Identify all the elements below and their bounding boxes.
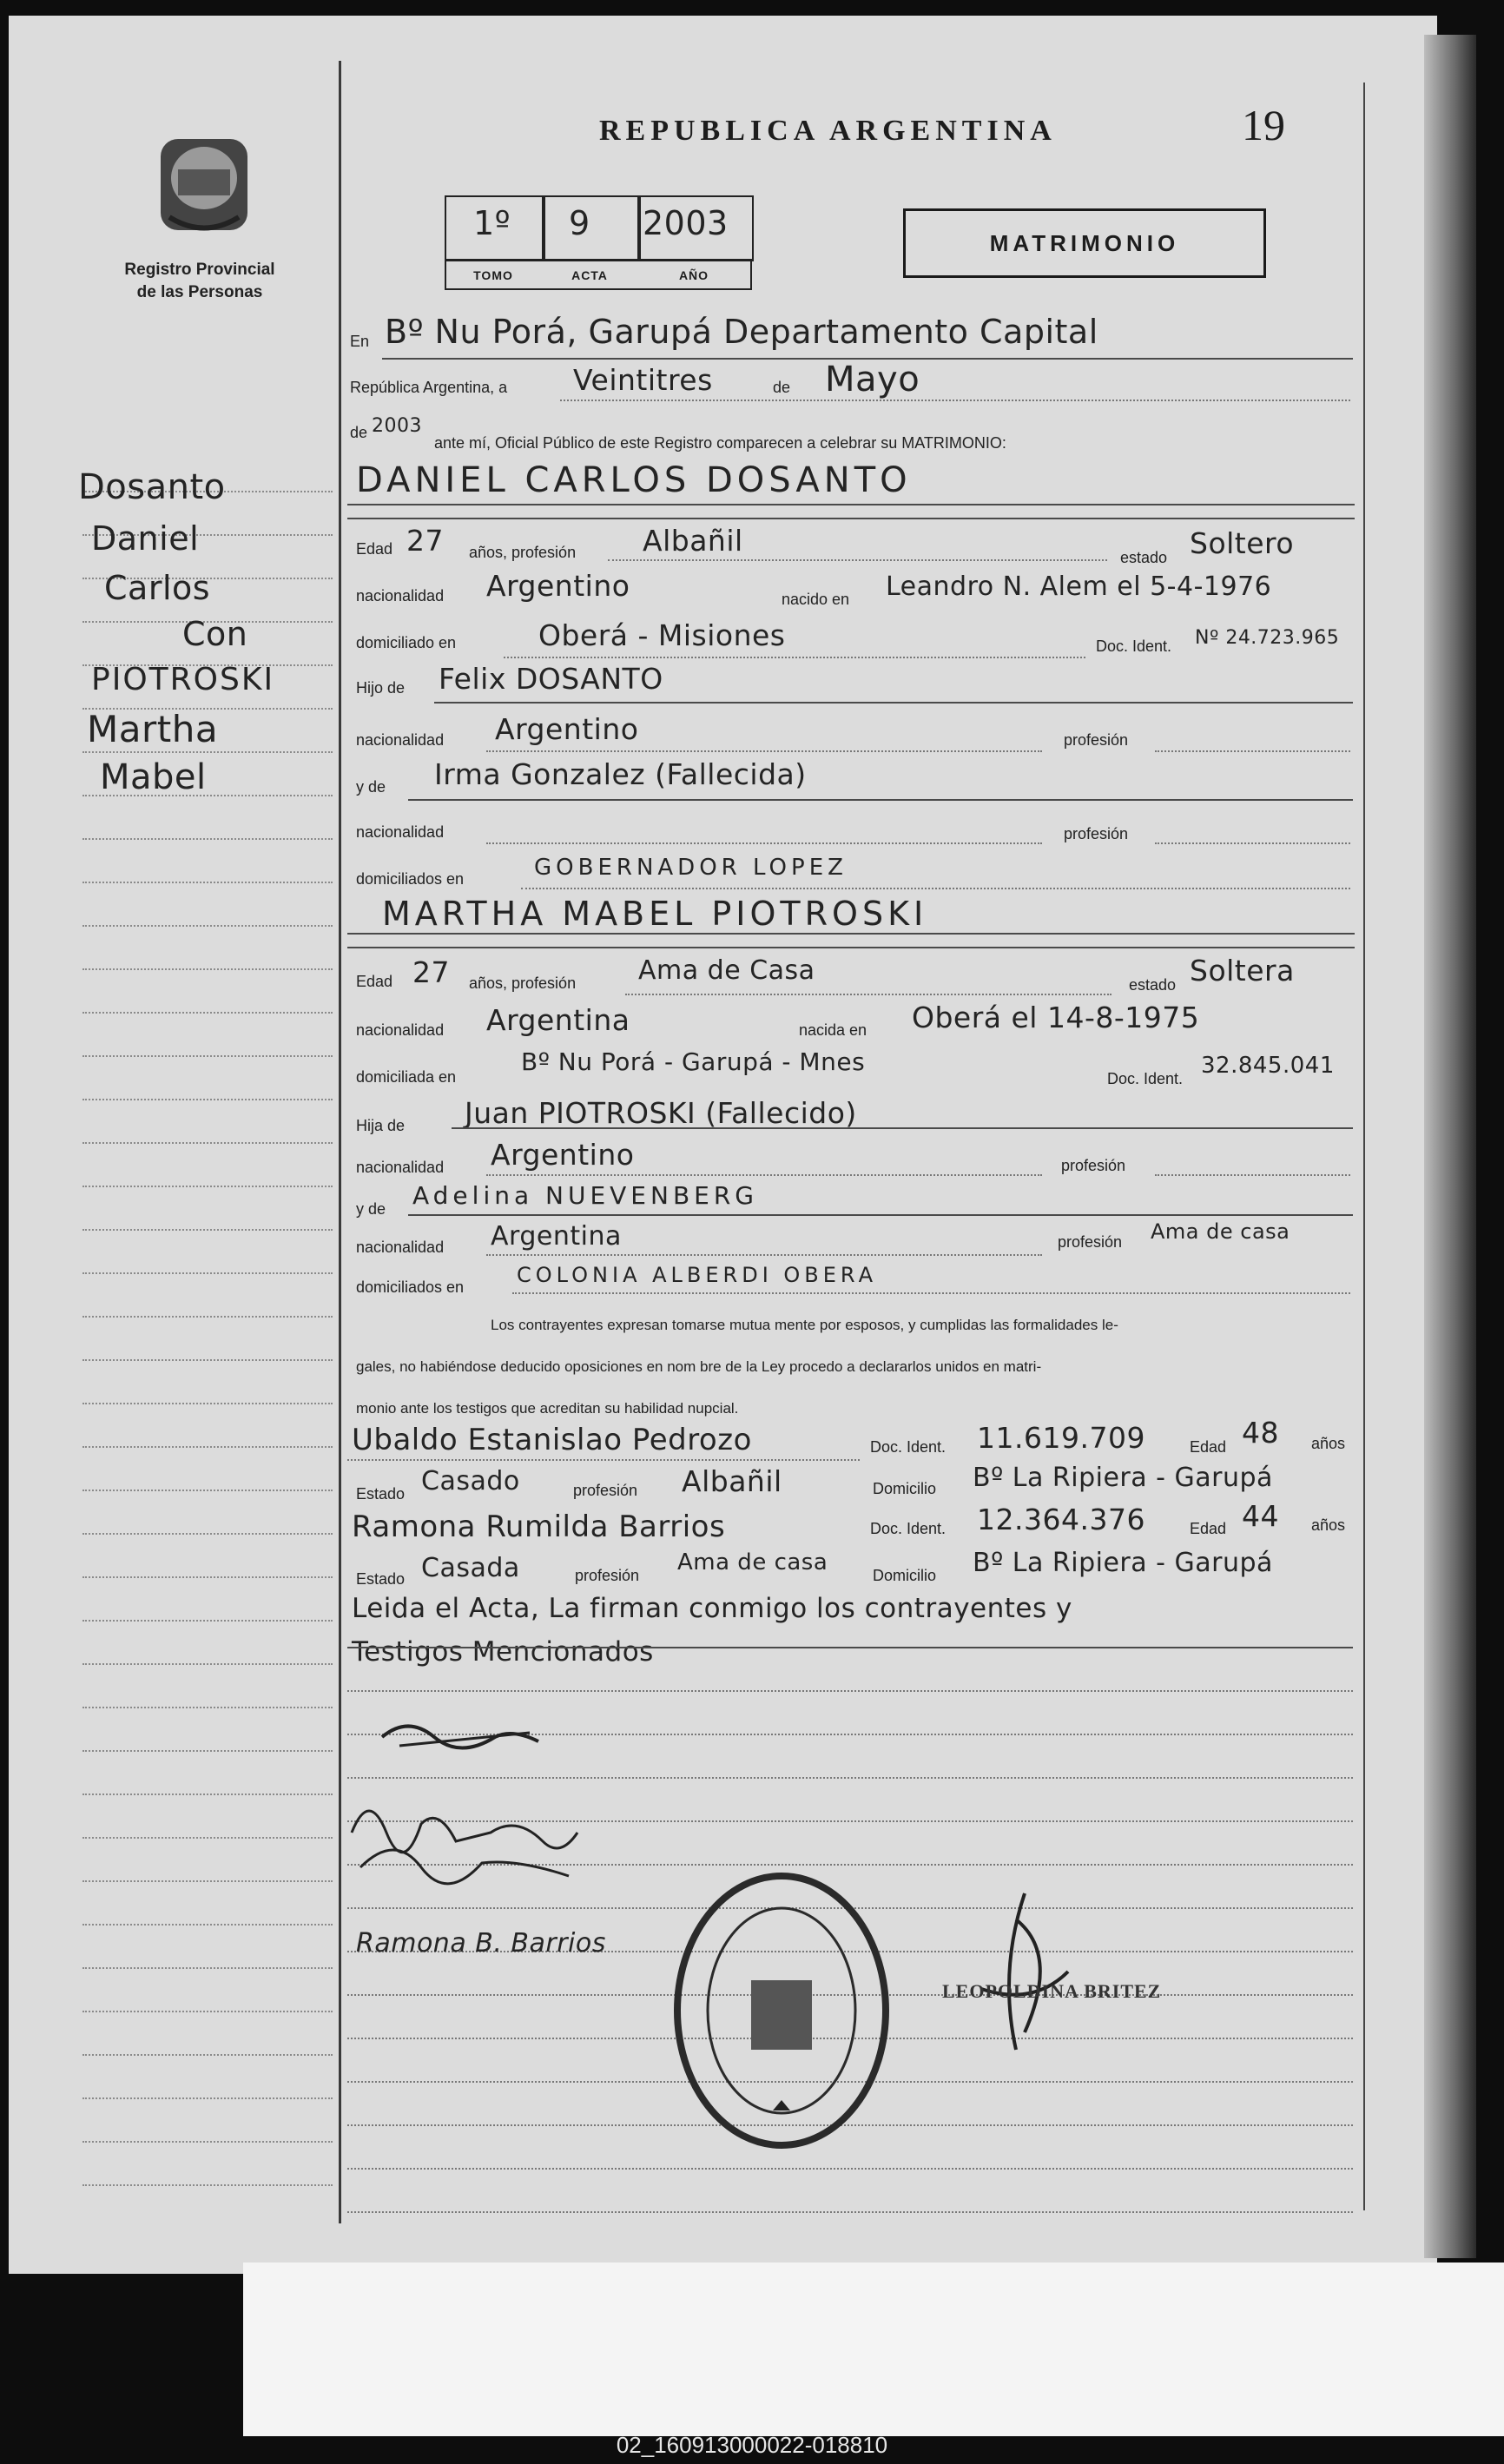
closing-line-2: Testigos Mencionados <box>352 1636 654 1668</box>
bride-mother-prof-label: profesión <box>1058 1233 1123 1251</box>
bride-mother: Adelina NUEVENBERG <box>412 1181 758 1210</box>
anio-value: 2003 <box>643 204 729 242</box>
margin-note-1: Dosanto <box>78 467 226 507</box>
groom-age: 27 <box>406 524 444 558</box>
bride-hija-label: Hija de <box>356 1117 406 1134</box>
margin-rule-line <box>82 1055 333 1057</box>
rule <box>347 504 1355 505</box>
witness2-anos-label: años <box>1311 1516 1346 1534</box>
margin-rule-line <box>82 925 333 927</box>
rule <box>486 1254 1042 1256</box>
bride-domicilios-label: domiciliados en <box>356 1278 465 1296</box>
underlying-page <box>243 2263 1504 2436</box>
groom-hijo-label: Hijo de <box>356 679 406 697</box>
de2-label: de <box>350 424 368 441</box>
groom-nacido-label: nacido en <box>782 591 850 608</box>
margin-rule-line <box>82 1620 333 1622</box>
witness2-signature: Ramona B. Barrios <box>356 1928 606 1959</box>
margin-rule <box>339 61 341 2223</box>
margin-rule-line <box>82 968 333 970</box>
bride-age: 27 <box>412 955 450 989</box>
witness2-profession: Ama de casa <box>677 1549 828 1576</box>
witness1-name: Ubaldo Estanislao Pedrozo <box>352 1423 752 1457</box>
witness1-anos-label: años <box>1311 1435 1346 1452</box>
closing-line-1: Leida el Acta, La firman conmigo los contrayentes y <box>352 1593 1072 1624</box>
witness2-doc: 12.364.376 <box>977 1503 1145 1536</box>
margin-rule-line <box>82 751 333 753</box>
groom-parents-address: GOBERNADOR LOPEZ <box>534 855 848 881</box>
day-value: Veintitres <box>573 363 713 397</box>
officer-name: LEOPOLDINA BRITEZ <box>942 1980 1162 2002</box>
margin-rule-line <box>82 1403 333 1404</box>
rule <box>504 657 1085 658</box>
rule <box>347 518 1355 519</box>
rule <box>1155 750 1350 752</box>
groom-domiciliado-label: domiciliado en <box>356 634 457 651</box>
bride-father-nat: Argentino <box>491 1138 635 1172</box>
rule <box>486 842 1042 844</box>
witness2-age: 44 <box>1242 1499 1279 1533</box>
margin-note-4: Con <box>182 615 248 653</box>
margin-rule-line <box>82 838 333 840</box>
bride-nacida-label: nacida en <box>799 1021 867 1039</box>
margin-rule-line <box>82 1142 333 1144</box>
org-name-line1: Registro Provincial <box>124 261 275 279</box>
witness1-doc: 11.619.709 <box>977 1421 1145 1455</box>
margin-rule-line <box>82 1837 333 1839</box>
bride-mother-nat-label: nacionalidad <box>356 1239 445 1256</box>
bride-mother-nat: Argentina <box>491 1221 622 1252</box>
witness1-doc-label: Doc. Ident. <box>870 1438 947 1456</box>
rule <box>560 400 1350 401</box>
margin-rule-line <box>82 2141 333 2143</box>
witness2-name: Ramona Rumilda Barrios <box>352 1509 726 1544</box>
bride-yde-label: y de <box>356 1200 386 1218</box>
bride-domiciliada-label: domiciliada en <box>356 1068 457 1086</box>
rule <box>452 1127 1353 1129</box>
margin-rule-line <box>82 1490 333 1491</box>
bride-name: MARTHA MABEL PIOTROSKI <box>382 895 928 933</box>
org-name-line2: de las Personas <box>136 283 263 301</box>
groom-profession: Albañil <box>643 524 743 558</box>
doc-type-box: MATRIMONIO <box>903 208 1266 278</box>
rule <box>1155 842 1350 844</box>
groom-father: Felix DOSANTO <box>439 662 663 696</box>
bride-edad-label: Edad <box>356 973 393 990</box>
body-rule-line <box>347 1690 1353 1692</box>
rule <box>521 888 1350 889</box>
margin-note-2: Daniel <box>91 519 200 558</box>
declaration-line-3: monio ante los testigos que acreditan su habilidad nupcial. <box>356 1400 739 1417</box>
groom-mother-prof-label: profesión <box>1064 825 1129 842</box>
margin-rule-line <box>82 1576 333 1578</box>
groom-father-prof-label: profesión <box>1064 731 1129 749</box>
margin-rule-line <box>82 2054 333 2056</box>
margin-rule-line <box>82 1663 333 1665</box>
groom-mother: Irma Gonzalez (Fallecida) <box>434 757 807 791</box>
margin-note-5: PIOTROSKI <box>91 662 275 697</box>
bride-mother-prof: Ama de casa <box>1151 1219 1290 1244</box>
groom-estado-label: estado <box>1120 549 1168 566</box>
page-number: 19 <box>1242 101 1285 149</box>
country-title: REPUBLICA ARGENTINA <box>599 115 1057 147</box>
year-value: 2003 <box>372 415 422 437</box>
margin-rule-line <box>82 1316 333 1318</box>
rule <box>434 702 1353 704</box>
bride-and-witness-signature <box>343 1780 586 1893</box>
margin-rule-line <box>82 1186 333 1187</box>
declaration-line-2: gales, no habiéndose deducido oposiciones en nom bre de la Ley procedo a declararlos unidos en matri- <box>356 1358 1042 1375</box>
bride-nationality: Argentina <box>486 1003 630 1037</box>
margin-rule-line <box>82 2184 333 2186</box>
groom-profesion-label: años, profesión <box>469 544 577 561</box>
rule <box>1155 1174 1350 1176</box>
tomo-value: 1º <box>473 204 511 242</box>
en-label: En <box>350 333 370 350</box>
rule <box>625 994 1112 995</box>
groom-name: DANIEL CARLOS DOSANTO <box>356 460 912 500</box>
rule <box>408 1214 1353 1216</box>
place-value: Bº Nu Porá, Garupá Departamento Capital <box>385 313 1098 351</box>
rule <box>512 1292 1350 1294</box>
groom-father-nat: Argentino <box>495 712 639 746</box>
month-value: Mayo <box>825 360 920 400</box>
bride-profession: Ama de Casa <box>638 955 815 986</box>
witness2-estado: Casada <box>421 1553 520 1583</box>
groom-signature <box>373 1711 547 1763</box>
margin-rule-line <box>82 1924 333 1926</box>
rule <box>347 1459 860 1461</box>
witness2-domicilio-label: Domicilio <box>873 1567 937 1584</box>
rule <box>347 947 1355 948</box>
intro-statement: ante mí, Oficial Público de este Registro comparecen a celebrar su MATRIMONIO: <box>434 434 1006 452</box>
witness1-profession: Albañil <box>682 1464 782 1498</box>
bride-parents-address: COLONIA ALBERDI OBERA <box>517 1263 878 1287</box>
margin-rule-line <box>82 1272 333 1274</box>
margin-rule-line <box>82 1707 333 1708</box>
groom-edad-label: Edad <box>356 540 393 558</box>
margin-rule-line <box>82 1967 333 1969</box>
margin-rule-line <box>82 2097 333 2099</box>
witness1-edad-label: Edad <box>1190 1438 1227 1456</box>
margin-note-6: Martha <box>87 708 219 750</box>
margin-note-7: Mabel <box>100 757 207 797</box>
rule <box>486 1174 1042 1176</box>
bride-estado: Soltera <box>1190 954 1295 988</box>
bride-address: Bº Nu Porá - Garupá - Mnes <box>521 1047 866 1076</box>
witness1-age: 48 <box>1242 1416 1279 1450</box>
groom-doc: Nº 24.723.965 <box>1195 627 1340 649</box>
rule <box>486 750 1042 752</box>
groom-estado: Soltero <box>1190 526 1295 560</box>
officer-signature <box>964 1885 1077 2058</box>
groom-mother-nat-label: nacionalidad <box>356 823 445 841</box>
groom-father-nat-label: nacionalidad <box>356 731 445 749</box>
margin-rule-line <box>82 1012 333 1014</box>
de-label: de <box>773 379 791 396</box>
declaration-line-1: Los contrayentes expresan tomarse mutua mente por esposos, y cumplidas las formalidades le- <box>491 1317 1118 1333</box>
groom-nacionalidad-label: nacionalidad <box>356 587 445 604</box>
registry-seal-icon <box>152 130 256 243</box>
body-rule-line <box>347 1777 1353 1779</box>
official-stamp-icon <box>669 1867 894 2154</box>
image-caption: 02_160913000022-018810 <box>616 2432 888 2458</box>
body-rule-line <box>347 2211 1353 2213</box>
groom-yde-label: y de <box>356 778 386 796</box>
page-edge-shadow <box>1424 35 1476 2258</box>
margin-rule-line <box>82 1099 333 1100</box>
groom-nationality: Argentino <box>486 569 630 603</box>
witness2-domicilio: Bº La Ripiera - Garupá <box>973 1548 1273 1578</box>
rule <box>608 559 1107 561</box>
republica-label: República Argentina, a <box>350 379 508 396</box>
acta-label: ACTA <box>571 268 608 282</box>
groom-domicilios-label: domiciliados en <box>356 870 465 888</box>
margin-rule-line <box>82 2011 333 2012</box>
box-caption-frame <box>445 259 752 290</box>
bride-father-prof-label: profesión <box>1061 1157 1126 1174</box>
bride-doc: 32.845.041 <box>1201 1053 1335 1079</box>
margin-rule-line <box>82 1229 333 1231</box>
bride-father-nat-label: nacionalidad <box>356 1159 445 1176</box>
bride-father: Juan PIOTROSKI (Fallecido) <box>465 1096 857 1130</box>
rule <box>408 799 1353 801</box>
witness1-estado-label: Estado <box>356 1485 406 1503</box>
groom-address: Oberá - Misiones <box>538 618 786 652</box>
acta-box <box>542 195 641 261</box>
bride-estado-label: estado <box>1129 976 1177 994</box>
bride-doc-label: Doc. Ident. <box>1107 1070 1184 1087</box>
margin-rule-line <box>82 1446 333 1448</box>
margin-rule-line <box>82 1533 333 1535</box>
rule <box>347 933 1355 935</box>
rule <box>347 1647 1353 1648</box>
margin-rule-line <box>82 1750 333 1752</box>
margin-rule-line <box>82 1880 333 1882</box>
body-rule-line <box>347 2168 1353 2170</box>
bride-nacionalidad-label: nacionalidad <box>356 1021 445 1039</box>
groom-doc-label: Doc. Ident. <box>1096 637 1172 655</box>
margin-note-3: Carlos <box>104 569 211 607</box>
witness2-doc-label: Doc. Ident. <box>870 1520 947 1537</box>
margin-rule-line <box>82 882 333 883</box>
margin-rule-line <box>82 1359 333 1361</box>
margin-rule-line <box>82 1794 333 1795</box>
witness1-profesion-label: profesión <box>573 1482 638 1499</box>
witness1-estado: Casado <box>421 1466 520 1496</box>
acta-value: 9 <box>569 204 590 242</box>
witness1-domicilio-label: Domicilio <box>873 1480 937 1497</box>
anio-label: AÑO <box>678 268 709 282</box>
tomo-label: TOMO <box>473 268 513 282</box>
groom-birth: Leandro N. Alem el 5-4-1976 <box>886 571 1272 602</box>
bride-profesion-label: años, profesión <box>469 974 577 992</box>
witness2-profesion-label: profesión <box>575 1567 640 1584</box>
right-rule <box>1363 83 1365 2210</box>
witness2-edad-label: Edad <box>1190 1520 1227 1537</box>
witness2-estado-label: Estado <box>356 1570 406 1588</box>
bride-birth: Oberá el 14-8-1975 <box>912 1001 1200 1034</box>
witness1-domicilio: Bº La Ripiera - Garupá <box>973 1463 1273 1493</box>
